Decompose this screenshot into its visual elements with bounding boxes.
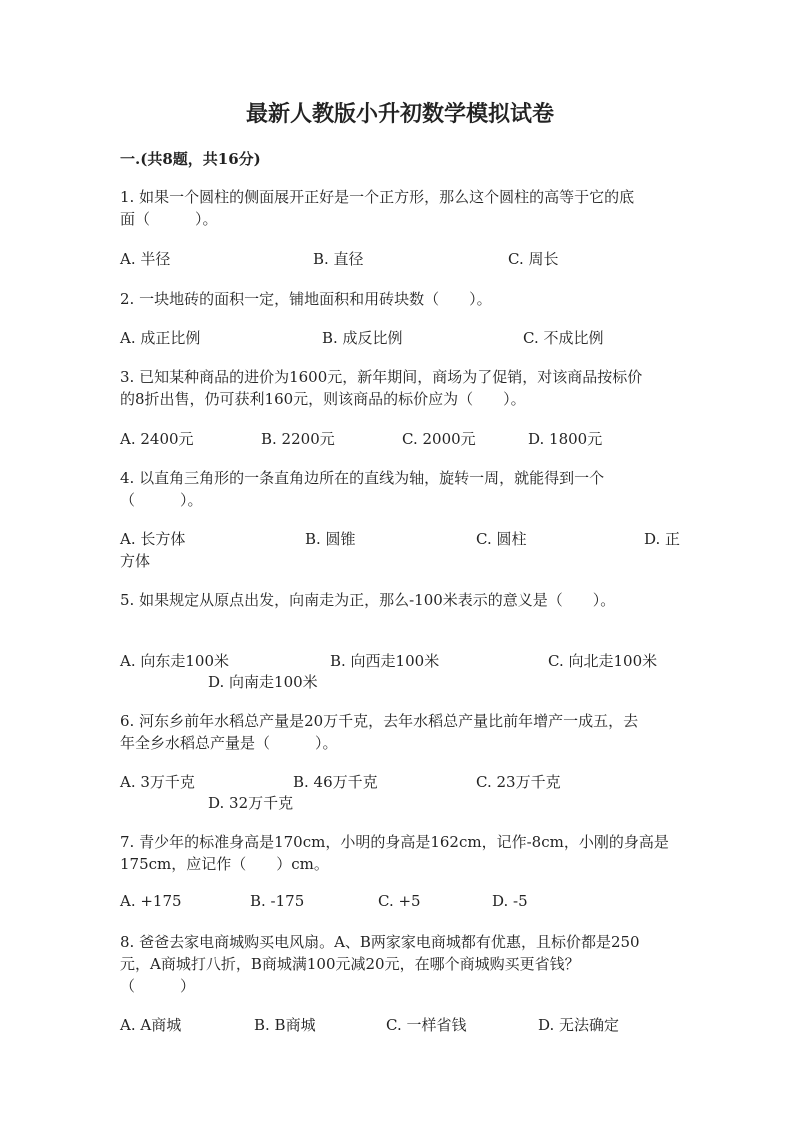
question-5-line1: 5. 如果规定从原点出发，向南走为正，那么-100米表示的意义是（ ）。: [120, 591, 616, 609]
question-7-line2: 175cm，应记作（ ）cm。: [120, 855, 329, 873]
option-6d[interactable]: D. 32万千克: [208, 794, 294, 812]
option-1a[interactable]: A. 半径: [120, 250, 171, 268]
option-3d[interactable]: D. 1800元: [528, 430, 603, 448]
option-5b[interactable]: B. 向西走100米: [330, 652, 440, 670]
question-8-line2: 元，A商城打八折，B商城满100元减20元，在哪个商城购买更省钱？: [120, 955, 580, 973]
question-4-line2: （ ）。: [120, 491, 203, 509]
option-8b[interactable]: B. B商城: [254, 1016, 316, 1034]
option-8d[interactable]: D. 无法确定: [538, 1016, 620, 1034]
question-2-line1: 2. 一块地砖的面积一定，铺地面积和用砖块数（ ）。: [120, 290, 492, 308]
option-3a[interactable]: A. 2400元: [120, 430, 194, 448]
question-3-line1: 3. 已知某种商品的进价为1600元，新年期间，商场为了促销，对该商品按标价: [120, 368, 643, 386]
option-8a[interactable]: A. A商城: [120, 1016, 182, 1034]
option-8c[interactable]: C. 一样省钱: [386, 1016, 467, 1034]
question-6-line1: 6. 河东乡前年水稻总产量是20万千克，去年水稻总产量比前年增产一成五，去: [120, 712, 639, 730]
section-header: 一.(共8题，共16分): [120, 150, 261, 168]
question-7: [120, 831, 680, 875]
question-8: [120, 931, 680, 997]
option-2b[interactable]: B. 成反比例: [322, 329, 403, 347]
option-7b[interactable]: B. -175: [250, 892, 305, 910]
option-4d[interactable]: D. 正: [644, 530, 681, 548]
option-3b[interactable]: B. 2200元: [261, 430, 335, 448]
question-4-line1: 4. 以直角三角形的一条直角边所在的直线为轴，旋转一周，就能得到一个: [120, 469, 605, 487]
option-4d-wrap: 方体: [120, 552, 151, 570]
option-5d[interactable]: D. 向南走100米: [208, 673, 318, 691]
option-6c[interactable]: C. 23万千克: [476, 773, 561, 791]
option-7c[interactable]: C. +5: [378, 892, 421, 910]
option-2c[interactable]: C. 不成比例: [523, 329, 604, 347]
option-4a[interactable]: A. 长方体: [120, 530, 186, 548]
question-5: [120, 589, 680, 611]
question-1: [120, 186, 680, 230]
question-6: [120, 710, 680, 754]
question-2: [120, 288, 680, 310]
question-6-line2: 年全乡水稻总产量是（ ）。: [120, 734, 338, 752]
question-3: [120, 366, 680, 410]
page-title: 最新人教版小升初数学模拟试卷: [245, 101, 554, 127]
option-6a[interactable]: A. 3万千克: [120, 773, 195, 791]
question-7-line1: 7. 青少年的标准身高是170cm，小明的身高是162cm，记作-8cm，小刚的身高是: [120, 833, 669, 851]
option-2a[interactable]: A. 成正比例: [120, 329, 201, 347]
question-1-line2: 面（ ）。: [120, 210, 218, 228]
option-5c[interactable]: C. 向北走100米: [548, 652, 658, 670]
question-1-line1: 1. 如果一个圆柱的侧面展开正好是一个正方形，那么这个圆柱的高等于它的底: [120, 188, 635, 206]
option-4b[interactable]: B. 圆锥: [305, 530, 356, 548]
option-5a[interactable]: A. 向东走100米: [120, 652, 229, 670]
option-4c[interactable]: C. 圆柱: [476, 530, 527, 548]
option-3c[interactable]: C. 2000元: [402, 430, 476, 448]
question-8-line1: 8. 爸爸去家电商城购买电风扇。A、B两家家电商城都有优惠，且标价都是250: [120, 933, 640, 951]
question-8-line3: （ ）: [120, 977, 196, 995]
option-1c[interactable]: C. 周长: [508, 250, 559, 268]
question-3-line2: 的8折出售，仍可获利160元，则该商品的标价应为（ ）。: [120, 390, 526, 408]
question-4: [120, 467, 680, 511]
option-1b[interactable]: B. 直径: [313, 250, 364, 268]
option-6b[interactable]: B. 46万千克: [293, 773, 378, 791]
option-7a[interactable]: A. +175: [120, 892, 182, 910]
option-7d[interactable]: D. -5: [492, 892, 528, 910]
